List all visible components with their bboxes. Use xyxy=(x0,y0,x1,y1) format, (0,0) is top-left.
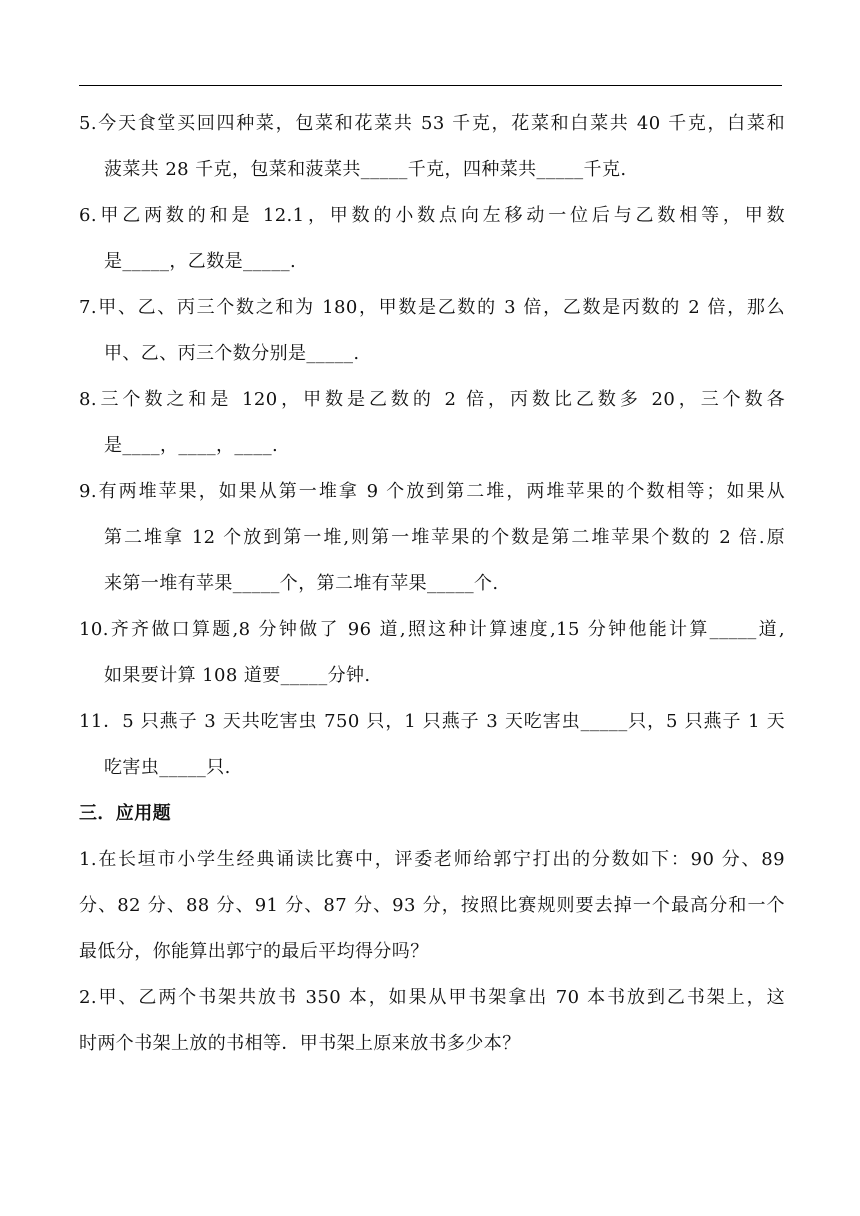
question-10-line-1: 10.齐齐做口算题,8 分钟做了 96 道,照这种计算速度,15 分钟他能计算_____道, xyxy=(79,619,785,640)
application-1-line-1: 1.在长垣市小学生经典诵读比赛中，评委老师给郭宁打出的分数如下：90 分、89 xyxy=(79,849,785,870)
question-8-line-1: 8.三个数之和是 120，甲数是乙数的 2 倍，丙数比乙数多 20，三个数各 xyxy=(79,389,785,410)
application-2-line-1: 2.甲、乙两个书架共放书 350 本，如果从甲书架拿出 70 本书放到乙书架上，这 xyxy=(79,987,785,1008)
header-rule xyxy=(79,85,782,86)
question-5-line-2: 菠菜共 28 千克，包菜和菠菜共_____千克，四种菜共_____千克. xyxy=(104,159,627,180)
question-9-line-2: 第二堆拿 12 个放到第一堆,则第一堆苹果的个数是第二堆苹果个数的 2 倍.原 xyxy=(104,527,785,548)
question-9-line-3: 来第一堆有苹果_____个，第二堆有苹果_____个. xyxy=(104,573,499,594)
application-1-line-2: 分、82 分、88 分、91 分、87 分、93 分，按照比赛规则要去掉一个最高分和一个 xyxy=(79,895,785,916)
question-6-line-2: 是_____，乙数是_____. xyxy=(104,251,297,272)
application-2-line-2: 时两个书架上放的书相等．甲书架上原来放书多少本？ xyxy=(79,1033,521,1054)
document-body xyxy=(79,112,785,1056)
question-11-line-1: 11．5 只燕子 3 天共吃害虫 750 只，1 只燕子 3 天吃害虫_____只，5 只燕子 1 天 xyxy=(79,711,785,732)
question-7-line-2: 甲、乙、丙三个数分别是_____. xyxy=(104,343,360,364)
question-7-line-1: 7.甲、乙、丙三个数之和为 180，甲数是乙数的 3 倍，乙数是丙数的 2 倍，那么 xyxy=(79,297,785,318)
question-8-line-2: 是____，____，____. xyxy=(104,435,279,456)
question-10-line-2: 如果要计算 108 道要_____分钟. xyxy=(104,665,371,686)
section-title-applications: 三．应用题 xyxy=(79,803,171,824)
application-1-line-3: 最低分，你能算出郭宁的最后平均得分吗？ xyxy=(79,941,429,962)
question-6-line-1: 6.甲乙两数的和是 12.1，甲数的小数点向左移动一位后与乙数相等，甲数 xyxy=(79,205,785,226)
question-11-line-2: 吃害虫_____只. xyxy=(104,757,231,778)
question-5-line-1: 5.今天食堂买回四种菜，包菜和花菜共 53 千克，花菜和白菜共 40 千克，白菜和 xyxy=(79,113,785,134)
question-9-line-1: 9.有两堆苹果，如果从第一堆拿 9 个放到第二堆，两堆苹果的个数相等；如果从 xyxy=(79,481,785,502)
